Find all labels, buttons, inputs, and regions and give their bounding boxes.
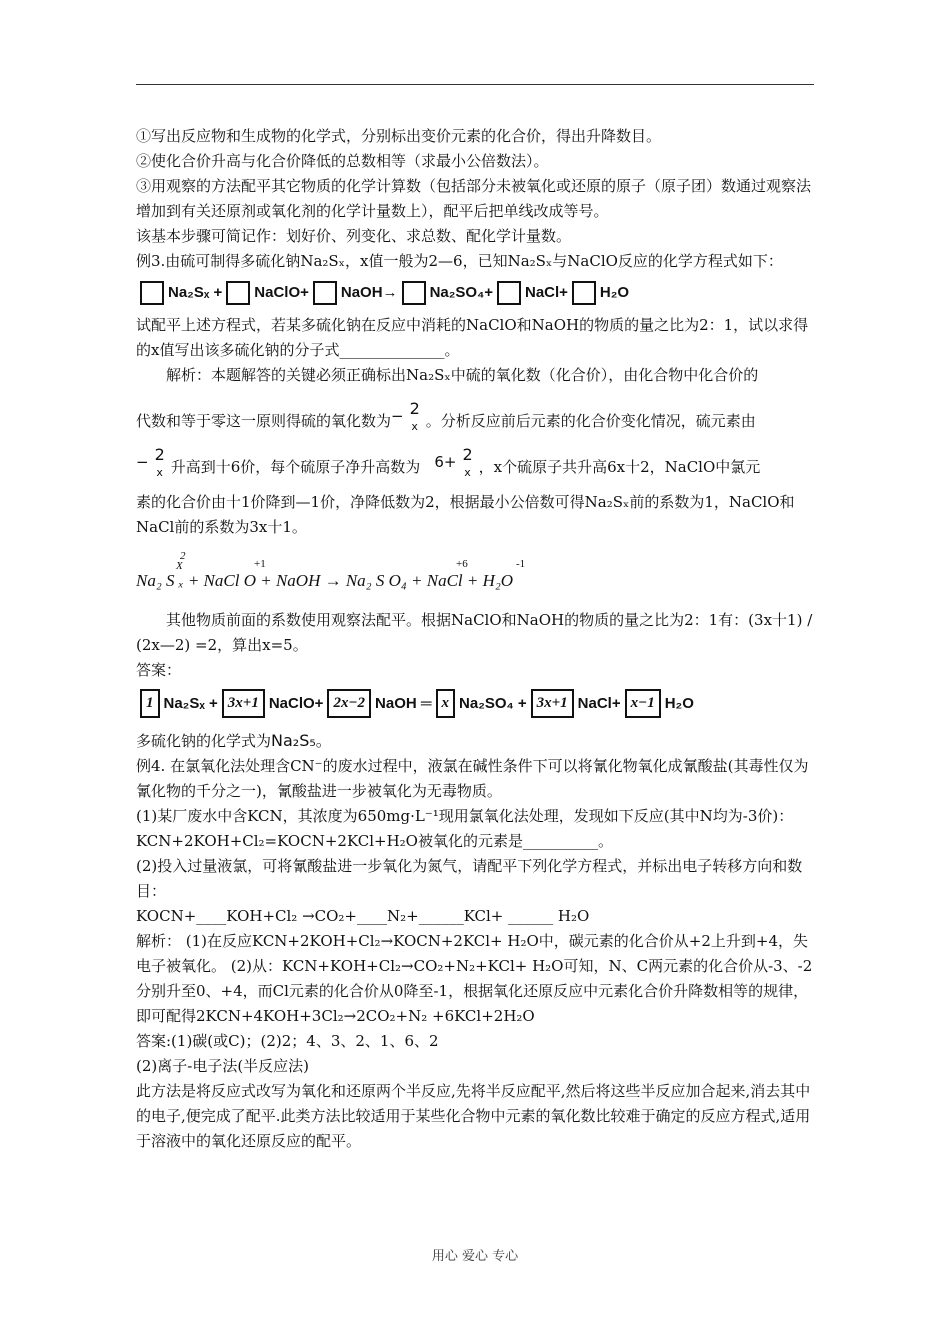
- page-footer: 用心 爱心 专心: [431, 1249, 519, 1264]
- step-1: ①写出反应物和生成物的化学式，分别标出变价元素的化合价，得出升降数目。: [136, 127, 662, 145]
- blank-box: [402, 281, 426, 305]
- answer-label: 答案：: [136, 661, 182, 679]
- denominator: x: [156, 466, 163, 479]
- step-2: ②使化合价升高与化合价降低的总数相等（求最小公倍数法）。: [136, 152, 549, 170]
- oxidation-state-equation: [136, 546, 816, 598]
- example-4-q1: (1)某厂废水中含KCN，其浓度为650mg·L⁻¹现用氯氧化法处理，发现如下反应(其中N均为-3价)：KCN+2KOH+Cl₂=KOCN+2KCl+H₂O被氧化的元素是__________。: [136, 807, 794, 850]
- fraction: [155, 444, 165, 480]
- ox-number: -1: [516, 558, 526, 570]
- eq-term: NaCl+: [524, 284, 568, 301]
- coefficient-box: x−1: [625, 689, 661, 718]
- formula-label: 多硫化钠的化学式为: [136, 732, 272, 750]
- analysis-3: 其他物质前面的系数使用观察法配平。根据NaClO和NaOH的物质的量之比为2：1有：(3x十1) / (2x—2) =2，算出x=5。: [136, 611, 813, 654]
- analysis-1: 解析：本题解答的关键必须正确标出Na₂Sₓ中硫的氧化数（化合价），由化合物中化合价的: [166, 366, 759, 384]
- ox-number: X: [176, 560, 183, 572]
- example-3-intro: 例3.由硫可制得多硫化钠Na₂Sₓ，x值一般为2—6，已知Na₂Sₓ与NaClO反应的化学方程式如下：: [136, 252, 783, 270]
- example-4-answer: 答案:(1)碳(或C)；(2)2；4、3、2、1、6、2: [136, 1032, 439, 1050]
- answer-equation: [136, 689, 816, 718]
- coefficient-box: 1: [140, 689, 160, 718]
- analysis-text: 升高到十6价，每个硫原子净升高数为: [170, 458, 421, 476]
- example-4-q2: (2)投入过量液氯，可将氰酸盐进一步氧化为氮气，请配平下列化学方程式，并标出电子转移方向和数目：: [136, 857, 803, 900]
- eq-term: NaClO+: [254, 284, 309, 301]
- eq-term: NaOH ═: [375, 695, 432, 712]
- six-plus: 6+: [434, 452, 457, 471]
- analysis-line-fraction-2: [136, 444, 816, 480]
- header-rule: [136, 84, 814, 85]
- eq-term: NaCl+: [577, 695, 621, 712]
- equation-blank: [136, 280, 816, 305]
- denominator: x: [464, 466, 471, 479]
- eq-term: NaOH→: [340, 284, 398, 301]
- ox-number: +1: [254, 558, 266, 570]
- minus-sign: −: [136, 452, 149, 471]
- example-4-equation: KOCN+____KOH+Cl₂ →CO₂+____N₂+______KCl+ ______ H₂O: [136, 907, 590, 925]
- blank-box: [497, 281, 521, 305]
- eq-term: NaClO+: [268, 695, 324, 712]
- eq-term: H₂O: [664, 695, 694, 712]
- example-4-analysis: 解析： (1)在反应KCN+2KOH+Cl₂→KOCN+2KCl+ H₂O中，碳元素的化合价从+2上升到+4，失电子被氧化。 (2)从：KCN+KOH+Cl₂→CO₂+N₂+KCl+ H₂O可知，N、C两元素的化合价从-3、-2分别升至0、+4，而Cl元素的化合价从0降至-1，根据氧化还原反应中元素化合价升降数相等的规律，即可配得2KCN+4KOH+3Cl₂→2CO₂+N₂ +6KCl+2H₂O: [136, 932, 813, 1025]
- analysis-line-fraction-1: [136, 398, 816, 434]
- analysis-2: 素的化合价由十1价降到—1价，净降低数为2，根据最小公倍数可得Na₂Sₓ前的系数为1，NaClO和NaCl前的系数为3x十1。: [136, 493, 795, 536]
- coefficient-box: x: [436, 689, 456, 718]
- fraction-neg-2-over-x: [136, 444, 171, 480]
- eq-term: Na₂Sₓ +: [168, 284, 223, 301]
- eq-term: Na₂SO₄+: [429, 284, 493, 301]
- fraction-6-plus-2-over-x: [434, 444, 478, 480]
- fraction-neg-2-over-x: [391, 398, 426, 434]
- numerator: 2: [409, 399, 420, 418]
- example-3-question: 试配平上述方程式，若某多硫化钠在反应中消耗的NaClO和NaOH的物质的量之比为2：1，试以求得的x值写出该多硫化钠的分子式______________。: [136, 316, 809, 359]
- analysis-text: 代数和等于零这一原则得硫的氧化数为: [136, 412, 392, 430]
- step-3: ③用观察的方法配平其它物质的化学计算数（包括部分未被氧化或还原的原子（原子团）数通过观察法增加到有关还原剂或氧化剂的化学计量数上），配平后把单线改成等号。: [136, 177, 812, 220]
- analysis-text: ，x个硫原子共升高6x十2，NaClO中氯元: [478, 458, 761, 476]
- eq-term: H₂O: [599, 284, 630, 301]
- eq-term: Na₂Sₓ +: [163, 695, 218, 712]
- blank-box: [226, 281, 250, 305]
- numerator: 2: [462, 445, 473, 464]
- formula-value: Na₂S₅。: [271, 731, 332, 750]
- section-heading: (2)离子-电子法(半反应法): [136, 1057, 310, 1075]
- formula-answer: [136, 728, 816, 754]
- analysis-text: 。分析反应前后元素的化合价变化情况，硫元素由: [425, 412, 756, 430]
- blank-box: [140, 281, 164, 305]
- example-4-intro: 例4. 在氯氧化法处理含CN⁻的废水过程中，液氯在碱性条件下可以将氰化物氧化成氰酸盐(其毒性仅为氰化物的千分之一)，氰酸盐进一步被氧化为无毒物质。: [136, 757, 809, 800]
- coefficient-box: 2x−2: [327, 689, 371, 718]
- equation-text: Na₂ S ₓ + NaCl O + NaOH → Na₂ S O₄ + NaCl + H₂O: [136, 571, 514, 590]
- blank-box: [313, 281, 337, 305]
- steps-summary: 该基本步骤可简记作：划好价、列变化、求总数、配化学计量数。: [136, 227, 572, 245]
- ox-number: 2: [180, 550, 186, 562]
- ox-number: +6: [456, 558, 468, 570]
- denominator: x: [411, 420, 418, 433]
- document-body: [136, 124, 816, 1154]
- fraction: [462, 444, 472, 480]
- coefficient-box: 3x+1: [222, 689, 265, 718]
- coefficient-box: 3x+1: [531, 689, 574, 718]
- minus-sign: −: [391, 406, 404, 425]
- method-description: 此方法是将反应式改写为氧化和还原两个半反应,先将半反应配平,然后将这些半反应加合起来,消去其中的电子,便完成了配平.此类方法比较适用于某些化合物中元素的氧化数比较难于确定的反应方程式,适用于溶液中的氧化还原反应的配平。: [136, 1082, 811, 1150]
- fraction: [410, 398, 420, 434]
- numerator: 2: [154, 445, 165, 464]
- eq-term: Na₂SO₄ +: [459, 695, 527, 712]
- blank-box: [572, 281, 596, 305]
